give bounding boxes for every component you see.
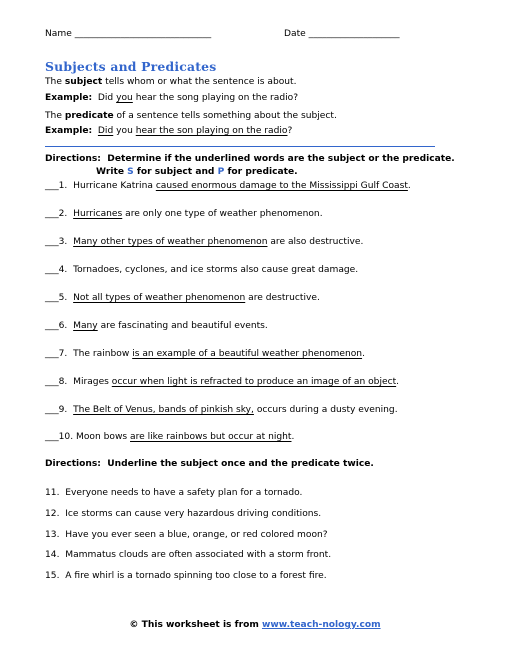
underlined-text: The Belt of Venus, bands of pinkish sky, [73,405,254,415]
text: The [45,111,65,121]
item-number: 13. [45,530,60,540]
item-number: ___4. [45,265,68,275]
item-number: ___3. [45,237,68,247]
underlined-text: is an example of a beautiful weather phenomenon [132,349,363,359]
text: of a sentence tells something about the subject. [113,111,337,121]
list-item [45,180,411,192]
underlined-text: occur when light is refracted to produce an image of an object [111,377,397,387]
list-item [45,292,320,304]
text: A fire whirl is a tornado spinning too close to a forest fire. [59,571,327,581]
divider [45,146,435,147]
underlined-text: hear the son playing on the radio [135,126,288,136]
list-item [45,404,398,416]
letter-p: P [217,167,225,177]
footer [0,620,510,630]
page-title: Subjects and Predicates [45,59,217,74]
underlined-text: caused enormous damage to the Mississippi Gulf Coast [155,181,408,191]
text: Have you ever seen a blue, orange, or red colored moon? [59,530,328,540]
list-item [45,264,358,276]
predicate-term: predicate [64,111,114,121]
item-number: ___1. [45,181,68,191]
text: Mammatus clouds are often associated with a storm front. [59,550,332,560]
text: for predicate. [224,167,298,177]
name-blank: ______________________________ [74,29,212,39]
text: . [291,432,295,442]
text: Mirages [67,377,112,387]
underlined-text: Many other types of weather phenomenon [73,237,268,247]
directions-2 [45,459,374,469]
directions-label: Directions: [45,154,101,164]
text: Everyone needs to have a safety plan for a tornado. [59,488,303,498]
subject-term: subject [64,77,103,87]
predicate-definition [45,111,337,121]
underlined-text: Not all types of weather phenomenon [73,293,246,303]
text: Moon bows [73,432,131,442]
directions-label: Directions: [45,459,101,469]
item-number: ___6. [45,321,68,331]
item-number: ___2. [45,209,68,219]
text: are destructive. [245,293,320,303]
item-number: ___7. [45,349,68,359]
text: . [362,349,365,359]
directions-1 [45,153,455,165]
directions-text: Underline the subject once and the predicate twice. [100,459,374,469]
list-item [45,320,268,332]
underlined-text: Hurricanes [73,209,123,219]
item-number: ___8. [45,377,68,387]
example-label: Example: [45,93,93,103]
item-number: 11. [45,488,60,498]
text: ? [287,126,293,136]
list-item [45,508,321,520]
text: The [45,77,65,87]
example-label: Example: [45,126,93,136]
list-item [45,208,323,220]
footer-link[interactable]: www.teach-nology.com [261,620,381,630]
name-field [45,29,211,39]
date-label: Date [284,29,306,39]
list-item [45,487,302,499]
list-item [45,236,363,248]
example-1 [45,93,298,103]
text: Tornadoes, cyclones, and ice storms also cause great damage. [67,265,359,275]
item-number: ___10. [45,432,74,442]
text: Write [96,167,128,177]
footer-text: © This worksheet is from [129,620,262,630]
directions-text: Determine if the underlined words are the subject or the predicate. [100,154,455,164]
item-number: ___9. [45,405,68,415]
text: tells whom or what the sentence is about. [102,77,297,87]
text: . [396,377,400,387]
underlined-text: Did [97,126,114,136]
subject-definition [45,77,297,87]
text: Hurricane Katrina [67,181,156,191]
letter-s: S [127,167,134,177]
underlined-text: Many [73,321,98,331]
date-field [284,29,400,39]
list-item [45,348,365,360]
name-label: Name [45,29,72,39]
date-blank: ____________________ [308,29,400,39]
list-item [45,570,327,582]
directions-1-line-2 [96,166,298,178]
underlined-text: are like rainbows but occur at night [130,432,292,442]
text: for subject and [133,167,218,177]
item-number: ___5. [45,293,68,303]
text: Ice storms can cause very hazardous driving conditions. [59,509,322,519]
text: . [407,181,411,191]
text: are only one type of weather phenomenon. [122,209,323,219]
text: hear the song playing on the radio? [132,93,299,103]
list-item [45,529,328,541]
text: Did [92,93,117,103]
text: The rainbow [67,349,133,359]
text: occurs during a dusty evening. [253,405,398,415]
text: are also destructive. [267,237,364,247]
list-item [45,431,294,443]
list-item [45,376,399,388]
item-number: 12. [45,509,60,519]
item-number: 14. [45,550,60,560]
text: are fascinating and beautiful events. [97,321,268,331]
example-2 [45,126,292,136]
item-number: 15. [45,571,60,581]
underlined-text: you [116,93,133,103]
text: you [113,126,136,136]
list-item [45,549,331,561]
